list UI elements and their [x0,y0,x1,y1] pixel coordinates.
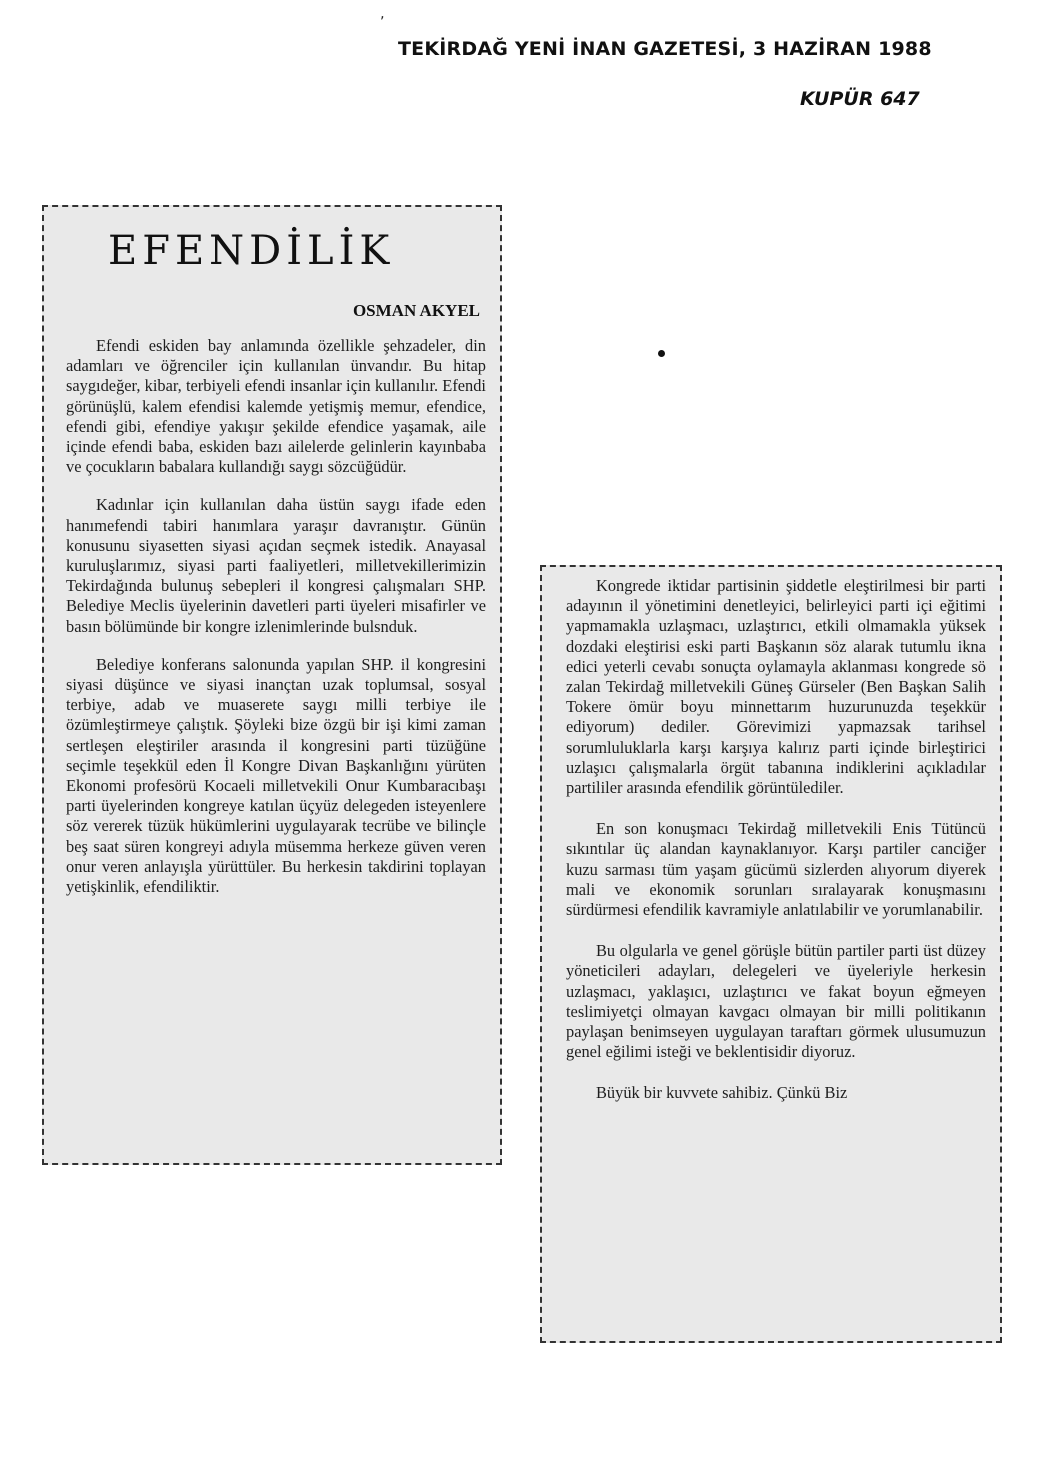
paragraph: Efendi eskiden bay anlamında özellikle şehzadeler, din adamları ve öğrenciler için kullanılan ünvandır. Bu hitap saygıdeğer, kibar, terbiyeli efendi insanlar için kullanılır. Efendi görünüşlü, kalem efendisi kalemde yetişmiş memur, efendice, efendi gibi, efendiye yakışır şekilde efendice yaşamak, aile içinde efendi baba, eskiden bazı ailelerde gelinlerin kayınbaba ve çocukların babalara kullandığı saygı sözcüğüdür. [66,336,486,477]
header-tick-mark: ‚ [380,6,385,22]
article-clip-right [540,565,1002,1343]
bullet-dot [658,350,665,357]
paragraph: Kongrede iktidar partisinin şiddetle eleştirilmesi bir parti adayının il yönetimini denetleyici, belirleyici parti içi eğitimi yapmamakla uzlaşmacı, uzlaştırıcı, etkili olmamakla yüksek dozdaki eleştirisi eski parti Başkanın söz alarak tutumlu ikna edici yeterli cevabı sonuçta oylamayla aklanması kongrede sö zalan Tekirdağ milletvekili Güneş Gürseler (Ben Başkan Salih Tokere ömür boyu minnettarım huzurunuzda teşekkür ediyorum) dediler. Görevimizi yapmazsak tarihsel sorumluluklarla karşı karşıya kalırız parti içinde birleştirici uzlaşıcı çalışmalarla örgüt tabanına indiklerini açıkladılar partililer arasında efendilik görüntülediler. [566,576,986,798]
article-title: EFENDİLİK [108,228,395,274]
paragraph: Bu olgularla ve genel görüşle bütün partiler parti üst düzey yöneticileri adayları, delegeleri ve üyeleriyle herkesin uzlaşmacı, yaklaşıcı, uzlaştırıcı ve fakat boyun eğmeyen teslimiyetçi olmayan kavgacı olmayan bir milli politikanın paylaşan benimseyen uygulayan taraftarı görmek ulusumuzun genel eğilimi isteği ve beklentisidir diyoruz. [566,941,986,1062]
article-clip-left [42,205,502,1165]
clip-number: KUPÜR 647 [800,88,920,110]
article-column-left [66,336,486,915]
paragraph: Büyük bir kuvvete sahibiz. Çünkü Biz [596,1083,848,1103]
newspaper-header: TEKİRDAĞ YENİ İNAN GAZETESİ, 3 HAZİRAN 1988 [398,38,932,60]
paragraph: En son konuşmacı Tekirdağ milletvekili Enis Tütüncü sıkıntılar üç alandan kaynaklanıyor. Karşı partiler canciğer kuzu sarması tüm yaşam gücümü sizlerden alıyorum diyerek mali ve ekonomik sorunları sıralayarak konuşmasını sürdürmesi efendilik kavramiyle anlatılabilir ve yorumlanabilir. [566,819,986,920]
article-column-right [566,576,986,1125]
paragraph: Belediye konferans salonunda yapılan SHP. il kongresini siyasi düşünce ve siyasi inançtan uzak toplumsal, sosyal terbiye, adab ve muaserete saygı milli terbiye ile özümleştirmeye çalıştık. Şöyleki bize özgü bir işi kimi zaman sertleşen eleştiriler arasında il kongresini parti tüzüğüne seçimle teşekkül eden İl Kongre Divan Başkanlığını yürüten Ekonomi profesörü Kocaeli milletvekili Onur Kumbaracıbaşı parti üyelerinden kongreye katılan üçyüz delegeden isteyenlere söz vererek tüzük hükümlerini uygulayarak tecrübe ve bilinçle beş saat süren kongreyi adıyla müsemma herkeze güven veren onur veren anlayışla yürüttüler. Bu herkesin takdirini toplayan yetişkinlik, efendiliktir. [66,654,486,897]
paragraph: Kadınlar için kullanılan daha üstün saygı ifade eden hanımefendi tabiri hanımlara yaraşır davranıştır. Günün konusunu siyasetten siyasi açıdan seçmek istedik. Anayasal kuruluşlarımız, siyasi parti faaliyetleri, milletvekillerimizin Tekirdağında bulunuş sebepleri il kongresi çalışmaları SHP. Belediye Meclis üyelerinin davetleri parti üyeleri misafirler ve basın bölümünde bir kongre izlenimlerinde bulsnduk. [66,495,486,636]
article-author: OSMAN AKYEL [352,301,480,320]
